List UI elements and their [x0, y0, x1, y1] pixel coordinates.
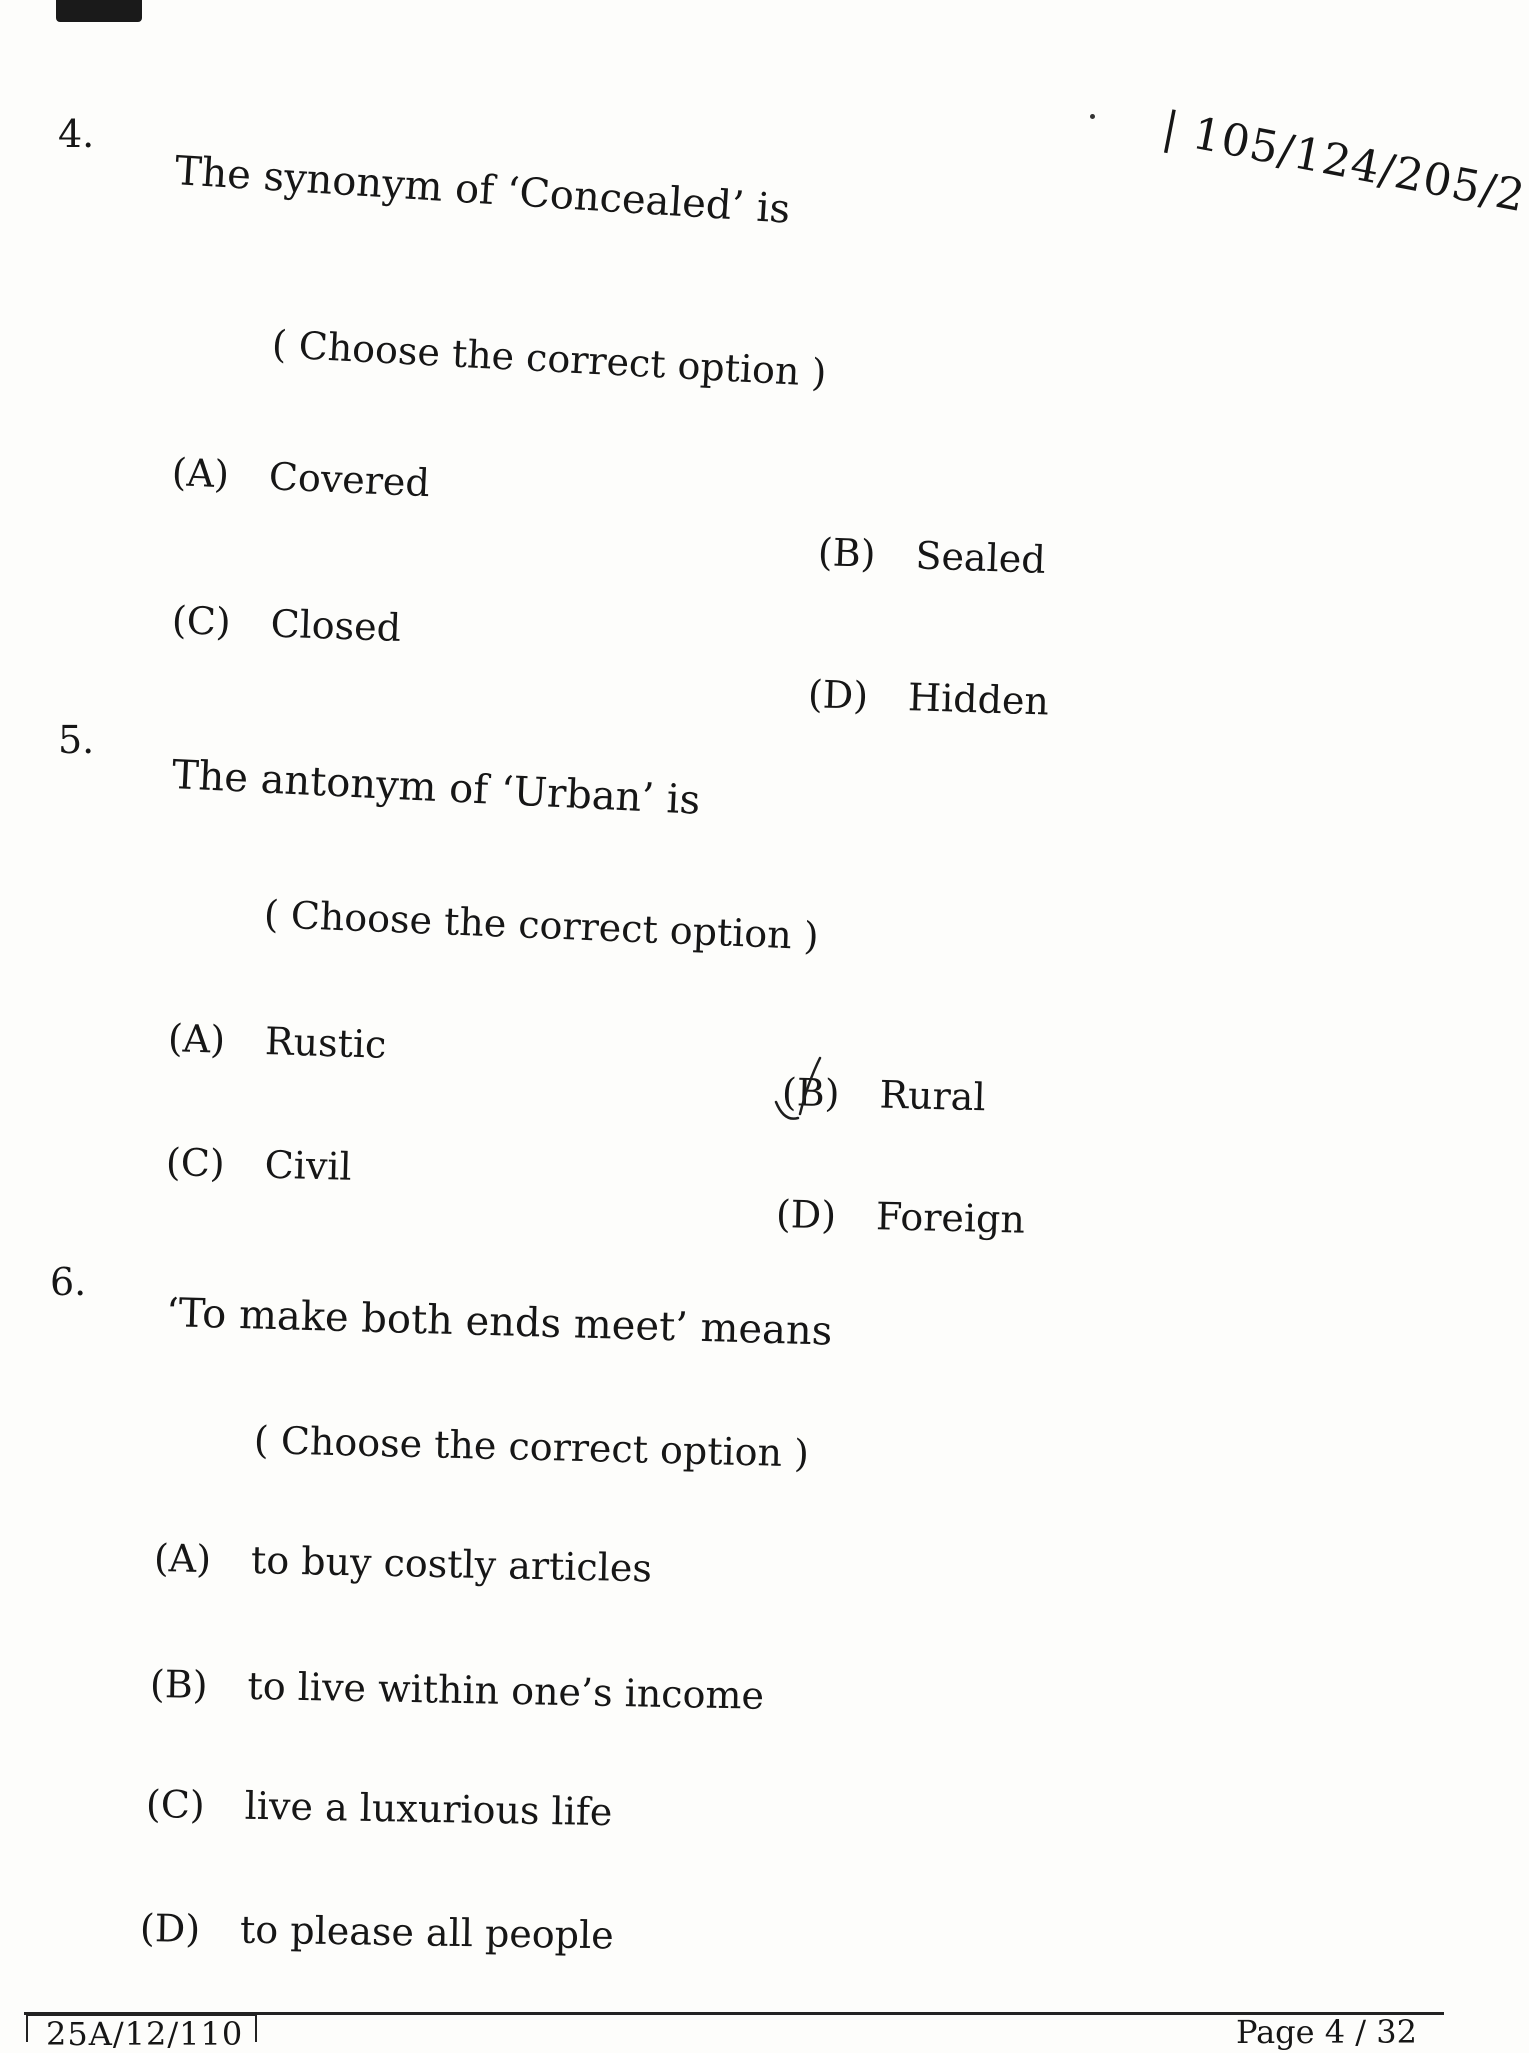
option-letter: (D): [775, 1192, 837, 1238]
question-6-text: ‘To make both ends meet’ means: [165, 1290, 833, 1355]
stray-dot: [1090, 114, 1095, 119]
option-letter: (D): [807, 672, 869, 718]
question-4-number: 4.: [58, 112, 95, 156]
option-letter: (B): [817, 530, 877, 576]
option-text: to buy costly articles: [250, 1538, 653, 1591]
option-text: Sealed: [914, 533, 1047, 582]
option-text: Foreign: [875, 1194, 1026, 1242]
question-4-option-c: [171, 598, 402, 650]
question-6-option-b: [150, 1662, 765, 1718]
option-letter: (D): [139, 1906, 201, 1951]
question-6-option-c: [146, 1782, 613, 1834]
option-text: Rural: [878, 1072, 987, 1120]
option-text: Covered: [268, 454, 431, 506]
question-5-instruction: ( Choose the correct option ): [263, 892, 820, 959]
option-text: to please all people: [239, 1907, 615, 1958]
question-6-option-d: [140, 1906, 614, 1957]
corner-black-mark: [56, 0, 142, 22]
handwritten-tick-icon: [770, 1052, 860, 1132]
question-6-instruction: ( Choose the correct option ): [253, 1418, 810, 1476]
question-5-option-a: [167, 1016, 387, 1067]
paper-code: | 105/124/205/2: [1158, 102, 1529, 223]
option-letter: (C): [171, 598, 232, 645]
question-4-option-a: [171, 450, 431, 505]
option-text: Rustic: [264, 1019, 387, 1067]
option-text: Closed: [269, 601, 402, 650]
option-letter: (A): [171, 450, 230, 497]
question-5-option-c: [165, 1140, 352, 1189]
option-text: live a luxurious life: [244, 1783, 613, 1835]
option-text: to live within one’s income: [247, 1663, 765, 1718]
option-letter: (B): [781, 1070, 841, 1116]
question-5-option-d: [776, 1192, 1026, 1242]
question-5-number: 5.: [58, 718, 95, 762]
option-text: Hidden: [907, 675, 1050, 724]
option-letter: (C): [145, 1782, 206, 1828]
option-letter: (A): [167, 1016, 226, 1062]
footer-code: 25A/12/110: [26, 2014, 257, 2042]
option-text: Civil: [264, 1142, 353, 1189]
question-4-text: The synonym of ‘Concealed’ is: [173, 148, 792, 233]
question-4-option-d: [807, 672, 1049, 724]
question-4-option-b: [817, 530, 1046, 582]
option-letter: (B): [149, 1662, 208, 1708]
option-letter: (A): [153, 1536, 212, 1582]
question-6-number: 6.: [50, 1260, 87, 1304]
question-6-option-a: [154, 1536, 653, 1590]
option-letter: (C): [165, 1140, 226, 1186]
footer-page-number: Page 4 / 32: [1236, 2013, 1417, 2051]
question-4-instruction: ( Choose the correct option ): [270, 322, 828, 396]
question-5-text: The antonym of ‘Urban’ is: [170, 752, 702, 824]
